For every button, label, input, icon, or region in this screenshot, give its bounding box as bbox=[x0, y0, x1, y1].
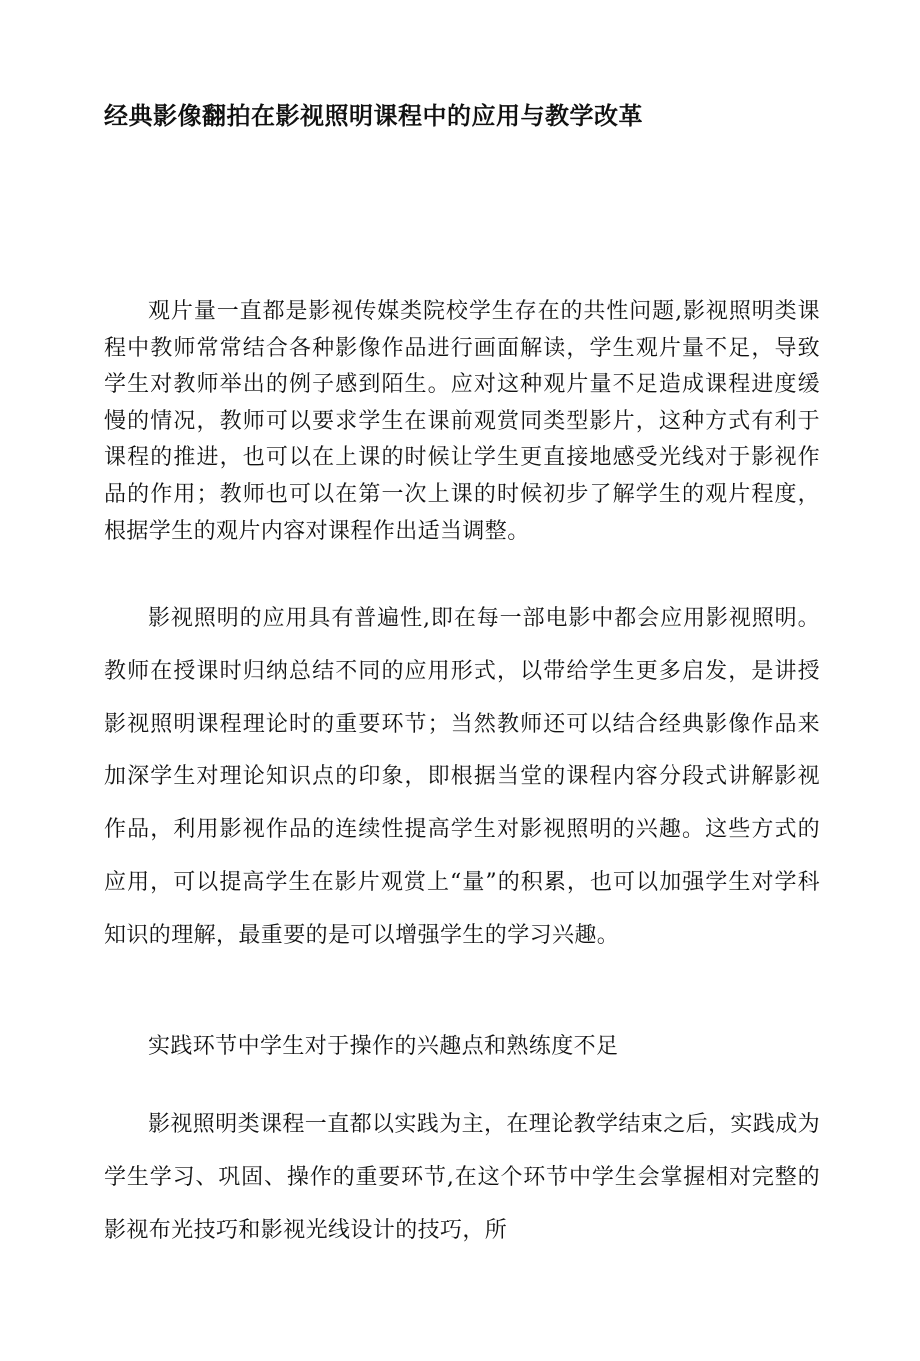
paragraph-practice-course: 影视照明类课程一直都以实践为主，在理论教学结束之后，实践成为学生学习、巩固、操作的重要环节,在这个环节中学生会掌握相对完整的影视布光技巧和影视光线设计的技巧，所 bbox=[104, 1112, 821, 1243]
paragraph-lighting-application: 影视照明的应用具有普遍性,即在每一部电影中都会应用影视照明。教师在授课时归纳总结不同的应用形式，以带给学生更多启发，是讲授影视照明课程理论时的重要环节；当然教师还可以结合经典影像作品来加深学生对理论知识点的印象，即根据当堂的课程内容分段式讲解影视作品，利用影视作品的连续性提高学生对影视照明的兴趣。这些方式的应用，可以提高学生在影片观赏上“量”的积累，也可以加强学生对学科知识的理解，最重要的是可以增强学生的学习兴趣。 bbox=[104, 606, 820, 948]
section-heading-practice: 实践环节中学生对于操作的兴趣点和熟练度不足 bbox=[148, 1034, 619, 1059]
document-title: 经典影像翻拍在影视照明课程中的应用与教学改革 bbox=[104, 102, 643, 130]
paragraph-audience-viewing: 观片量一直都是影视传媒类院校学生存在的共性问题,影视照明类课程中教师常常结合各种影像作品进行画面解读，学生观片量不足，导致学生对教师举出的例子感到陌生。应对这种观片量不足造成课程进度缓慢的情况，教师可以要求学生在课前观赏同类型影片，这种方式有利于课程的推进，也可以在上课的时候让学生更直接地感受光线对于影视作品的作用；教师也可以在第一次上课的时候初步了解学生的观片程度，根据学生的观片内容对课程作出适当调整。 bbox=[104, 299, 820, 544]
